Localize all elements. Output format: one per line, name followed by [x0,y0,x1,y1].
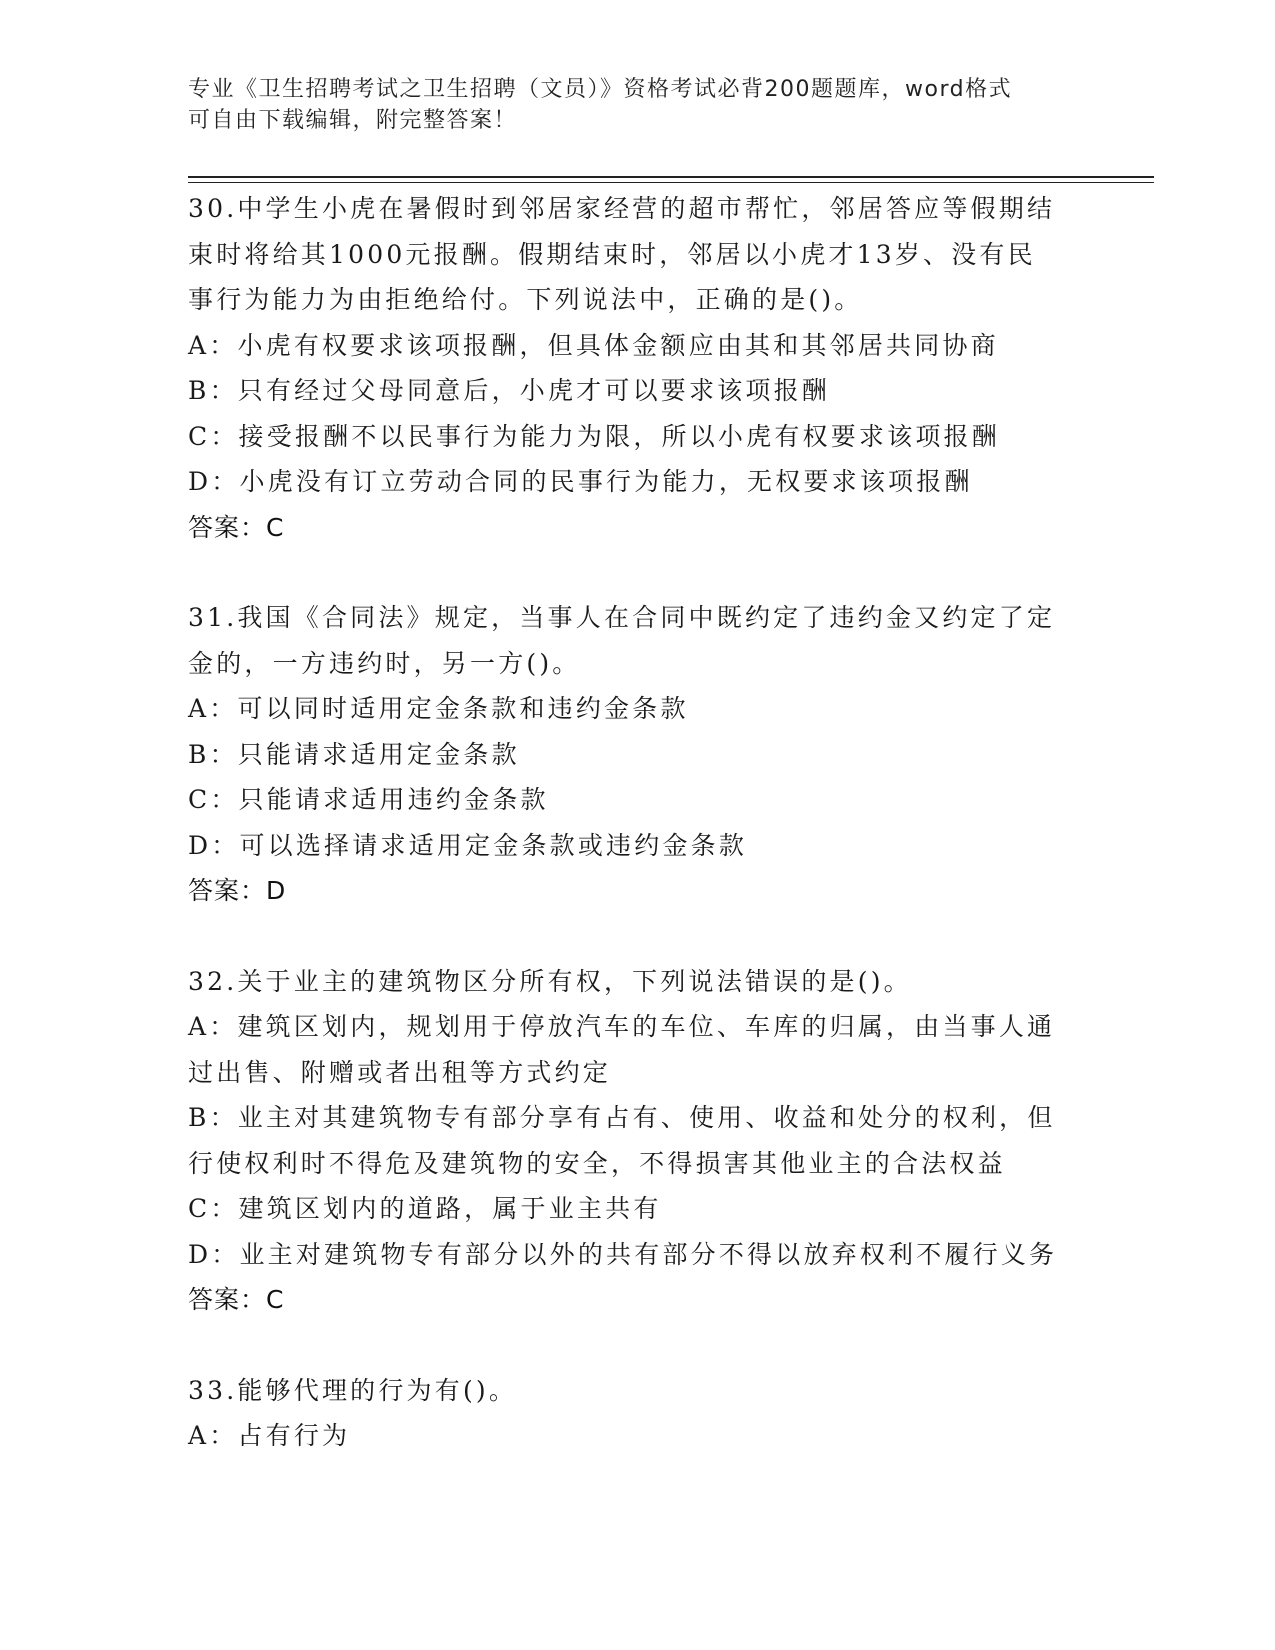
option-c: C：建筑区划内的道路，属于业主共有 [188,1194,662,1223]
option-a-continued: 过出售、附赠或者出租等方式约定 [188,1057,612,1087]
answer-label: 答案：C [188,1285,285,1314]
answer-label: 答案：D [188,876,287,905]
option-b: B：业主对其建筑物专有部分享有占有、使用、收益和处分的权利，但 [188,1103,1056,1132]
question-31 [188,595,1088,914]
question-stem-line: 30.中学生小虎在暑假时到邻居家经营的超市帮忙，邻居答应等假期结 [188,194,1056,223]
option-d: D：小虎没有订立劳动合同的民事行为能力，无权要求该项报酬 [188,467,973,496]
question-stem-line: 事行为能力为由拒绝给付。下列说法中，正确的是()。 [188,285,863,314]
option-c: C：只能请求适用违约金条款 [188,785,549,814]
option-c: C：接受报酬不以民事行为能力为限，所以小虎有权要求该项报酬 [188,421,1000,451]
option-a: A：可以同时适用定金条款和违约金条款 [188,694,689,723]
question-32 [188,959,1088,1323]
answer-label: 答案：C [188,512,285,542]
document-header [188,74,1068,136]
header-divider-thin [188,182,1154,183]
option-d: D：业主对建筑物专有部分以外的共有部分不得以放弃权利不履行义务 [188,1239,1058,1269]
question-stem-line: 金的，一方违约时，另一方()。 [188,648,581,678]
question-stem-line: 33.能够代理的行为有()。 [188,1375,518,1405]
option-a: A：小虎有权要求该项报酬，但具体金额应由其和其邻居共同协商 [188,330,999,360]
option-d: D：可以选择请求适用定金条款或违约金条款 [188,830,748,860]
option-b: B：只能请求适用定金条款 [188,739,520,769]
question-stem-line: 31.我国《合同法》规定，当事人在合同中既约定了违约金又约定了定 [188,603,1056,632]
option-a: A：建筑区划内，规划用于停放汽车的车位、车库的归属，由当事人通 [188,1012,1056,1041]
question-stem-line: 32.关于业主的建筑物区分所有权，下列说法错误的是()。 [188,966,912,996]
option-b: B：只有经过父母同意后，小虎才可以要求该项报酬 [188,376,830,405]
option-b-continued: 行使权利时不得危及建筑物的安全，不得损害其他业主的合法权益 [188,1148,1006,1178]
question-stem-line: 束时将给其1000元报酬。假期结束时，邻居以小虎才13岁、没有民 [188,239,1036,269]
header-divider-thick [188,176,1154,178]
header-line-2: 可自由下载编辑，附完整答案！ [188,108,518,133]
header-line-1: 专业《卫生招聘考试之卫生招聘（文员）》资格考试必背200题题库，word格式 [188,77,1013,102]
question-33 [188,1368,1088,1459]
question-list [188,186,1088,1504]
option-a: A：占有行为 [188,1421,351,1450]
question-30 [188,186,1088,550]
